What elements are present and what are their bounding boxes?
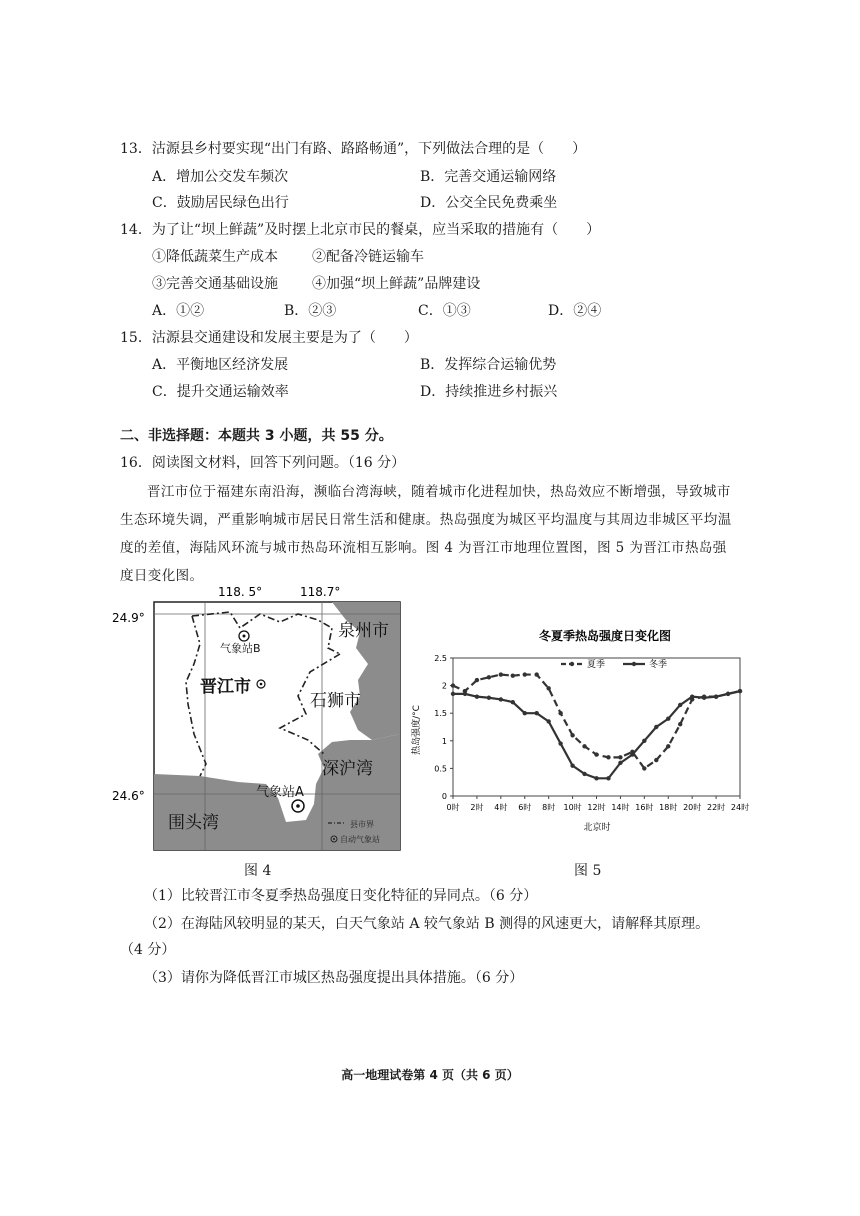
q16-sub-2: （2）在海陆风较明显的某天，白天气象站 A 较气象站 B 测得的风速更大，请解释其原理。 (144, 916, 710, 932)
data-point (642, 766, 646, 770)
label-quanzhou: 泉州市 (338, 621, 389, 641)
data-point (535, 672, 539, 676)
q15-option-d: D．持续推进乡村振兴 (420, 384, 558, 400)
legend-station-label: 自动气象站 (340, 835, 380, 844)
data-point (654, 725, 658, 729)
data-point (582, 772, 586, 776)
label-shishi: 石狮市 (310, 691, 361, 711)
page-footer: 高一地理试卷第 4 页（共 6 页） (341, 1068, 519, 1082)
q14-item-3: ③完善交通基础设施 (152, 276, 278, 292)
q14-item-1: ①降低蔬菜生产成本 (152, 249, 278, 265)
series-line-winter (453, 691, 740, 778)
y-tick-label: 0.5 (434, 764, 447, 774)
data-point (463, 692, 467, 696)
label-jinjiang: 晋江市 (200, 677, 251, 697)
q14-option-d: D．②④ (548, 303, 602, 319)
data-point (570, 763, 574, 767)
x-tick-label: 16时 (635, 803, 654, 812)
data-point (606, 755, 610, 759)
q15-stem: 15．沽源县交通建设和发展主要是为了（ ） (120, 330, 418, 346)
data-point (594, 776, 598, 780)
chart-title: 冬夏季热岛强度日变化图 (538, 629, 672, 643)
data-point (570, 733, 574, 737)
q13-stem: 13．沽源县乡村要实现“出门有路、路路畅通”，下列做法合理的是（ ） (120, 141, 587, 157)
data-point (523, 711, 527, 715)
map-lon-label-1: 118. 5° (218, 585, 263, 599)
data-point (642, 739, 646, 743)
legend-marker (632, 662, 636, 666)
data-point (738, 689, 742, 693)
data-point (702, 696, 706, 700)
figure-4-caption: 图 4 (244, 863, 272, 879)
q16-material-paragraph: 晋江市位于福建东南沿海，濒临台湾海峡，随着城市化进程加快，热岛效应不断增强，导致城市生态环境失调，严重影响城市居民日常生活和健康。热岛强度为城区平均温度与其周边非城区平均温度的差值，海陆风环流与城市热岛环流相互影响。图 4 为晋江市地理位置图，图 5 为晋江市热岛强度日变化图。 (120, 484, 732, 584)
data-point (606, 776, 610, 780)
data-point (535, 711, 539, 715)
legend-label: 冬季 (649, 660, 668, 670)
data-point (678, 703, 682, 707)
legend-boundary-label: 县市界 (350, 820, 374, 829)
x-tick-label: 22时 (706, 803, 726, 812)
q14-stem: 14．为了让“坝上鲜蔬”及时摆上北京市民的餐桌，应当采取的措施有（ ） (120, 222, 601, 238)
q15-option-b: B．发挥综合运输优势 (420, 357, 557, 373)
heat-island-chart (405, 620, 750, 840)
x-tick-label: 18时 (659, 803, 678, 812)
data-point (666, 744, 670, 748)
data-point (726, 692, 730, 696)
data-point (451, 683, 455, 687)
q16-sub-3: （3）请你为降低晋江市城区热岛强度提出具体措施。（6 分） (144, 970, 524, 986)
jinjiang-location-map (110, 584, 410, 854)
data-point (654, 758, 658, 762)
x-tick-label: 10时 (563, 803, 582, 812)
data-point (558, 741, 562, 745)
q13-option-b: B．完善交通运输网络 (420, 169, 557, 185)
x-tick-label: 20时 (683, 803, 702, 812)
data-point (546, 719, 550, 723)
map-lat-label-1: 24.9° (112, 611, 145, 625)
data-point (546, 686, 550, 690)
data-point (523, 672, 527, 676)
label-weitou-bay: 围头湾 (168, 813, 219, 833)
data-point (618, 761, 622, 765)
data-point (582, 744, 586, 748)
q15-option-a: A．平衡地区经济发展 (152, 357, 289, 373)
q13-option-c: C．鼓励居民绿色出行 (152, 195, 289, 211)
x-tick-label: 4时 (494, 803, 508, 812)
data-point (630, 752, 634, 756)
label-shenhu-bay: 深沪湾 (322, 759, 373, 779)
q14-option-c: C．①③ (418, 303, 471, 319)
x-tick-label: 24时 (730, 803, 750, 812)
x-tick-label: 0时 (446, 803, 460, 812)
data-point (511, 700, 515, 704)
data-point (487, 675, 491, 679)
chart-x-axis-label: 北京时 (583, 823, 611, 833)
y-tick-label: 2.5 (434, 654, 447, 663)
data-point (487, 696, 491, 700)
legend-marker (570, 662, 574, 666)
data-point (666, 717, 670, 721)
data-point (714, 694, 718, 698)
data-point (475, 678, 479, 682)
figure-5-caption: 图 5 (574, 863, 602, 879)
data-point (594, 752, 598, 756)
data-point (451, 692, 455, 696)
section-heading: 二、非选择题：本题共 3 小题，共 55 分。 (120, 428, 393, 444)
q14-item-2: ②配备冷链运输车 (312, 249, 424, 265)
map-lon-label-2: 118.7° (300, 585, 341, 599)
x-tick-label: 8时 (542, 803, 556, 812)
data-point (511, 673, 515, 677)
data-point (690, 694, 694, 698)
q16-sub-2-score: （4 分） (120, 942, 176, 958)
data-point (499, 697, 503, 701)
data-point (618, 755, 622, 759)
q14-item-4: ④加强“坝上鲜蔬”品牌建设 (312, 276, 481, 292)
y-tick-label: 0 (441, 792, 447, 801)
y-tick-label: 1.5 (434, 709, 447, 719)
map-lat-label-2: 24.6° (112, 789, 145, 803)
data-point (475, 694, 479, 698)
legend-label: 夏季 (587, 660, 606, 670)
data-point (558, 711, 562, 715)
chart-legend (561, 658, 667, 670)
x-tick-label: 6时 (518, 803, 532, 812)
q16-stem: 16．阅读图文材料，回答下列问题。（16 分） (120, 455, 406, 471)
chart-y-axis-label: 热岛强度/°C (412, 705, 422, 755)
q13-option-d: D．公交全民免费乘坐 (420, 195, 558, 211)
data-point (678, 722, 682, 726)
q13-option-a: A．增加公交发车频次 (152, 169, 289, 185)
x-tick-label: 2时 (470, 803, 484, 812)
q14-option-b: B．②③ (284, 303, 337, 319)
label-station-b: 气象站B (220, 642, 261, 655)
chart-plot-area (453, 658, 740, 796)
q14-option-a: A．①② (152, 303, 205, 319)
y-tick-label: 2 (441, 681, 447, 691)
x-tick-label: 12时 (587, 803, 606, 812)
q16-sub-1: （1）比较晋江市冬夏季热岛强度日变化特征的异同点。（6 分） (144, 888, 538, 904)
x-tick-label: 14时 (611, 803, 630, 812)
data-point (499, 672, 503, 676)
q15-option-c: C．提升交通运输效率 (152, 384, 289, 400)
y-tick-label: 1 (441, 736, 447, 746)
label-station-a: 气象站A (256, 785, 304, 800)
